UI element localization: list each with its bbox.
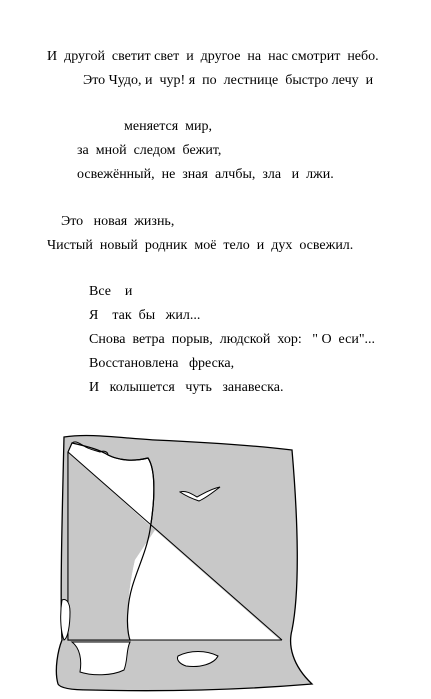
poem-line: Снова ветра порыв, людской хор: " О еси"... [89, 332, 376, 347]
poem-line: Это Чудо, и чур! я по лестнице быстро лечу и [83, 73, 374, 88]
poem-line: Восстановлена фреска, [89, 356, 235, 371]
poem-line: меняется мир, [124, 119, 213, 134]
poem-line: Это новая жизнь, [61, 214, 175, 229]
poem-line: И другой светит свет и другое на нас смотрит небо. [47, 49, 379, 64]
poem-line: Я так бы жил... [89, 308, 201, 323]
poem-line: освежённый, не зная алчбы, зла и лжи. [77, 167, 334, 182]
poem-line: Чистый новый родник моё тело и дух освежил. [47, 238, 354, 253]
poem-line: за мной следом бежит, [77, 143, 222, 158]
poem-line: Все и [89, 284, 133, 299]
poem-line: И колышется чуть занавеска. [89, 380, 284, 395]
floor-shape [72, 642, 130, 675]
